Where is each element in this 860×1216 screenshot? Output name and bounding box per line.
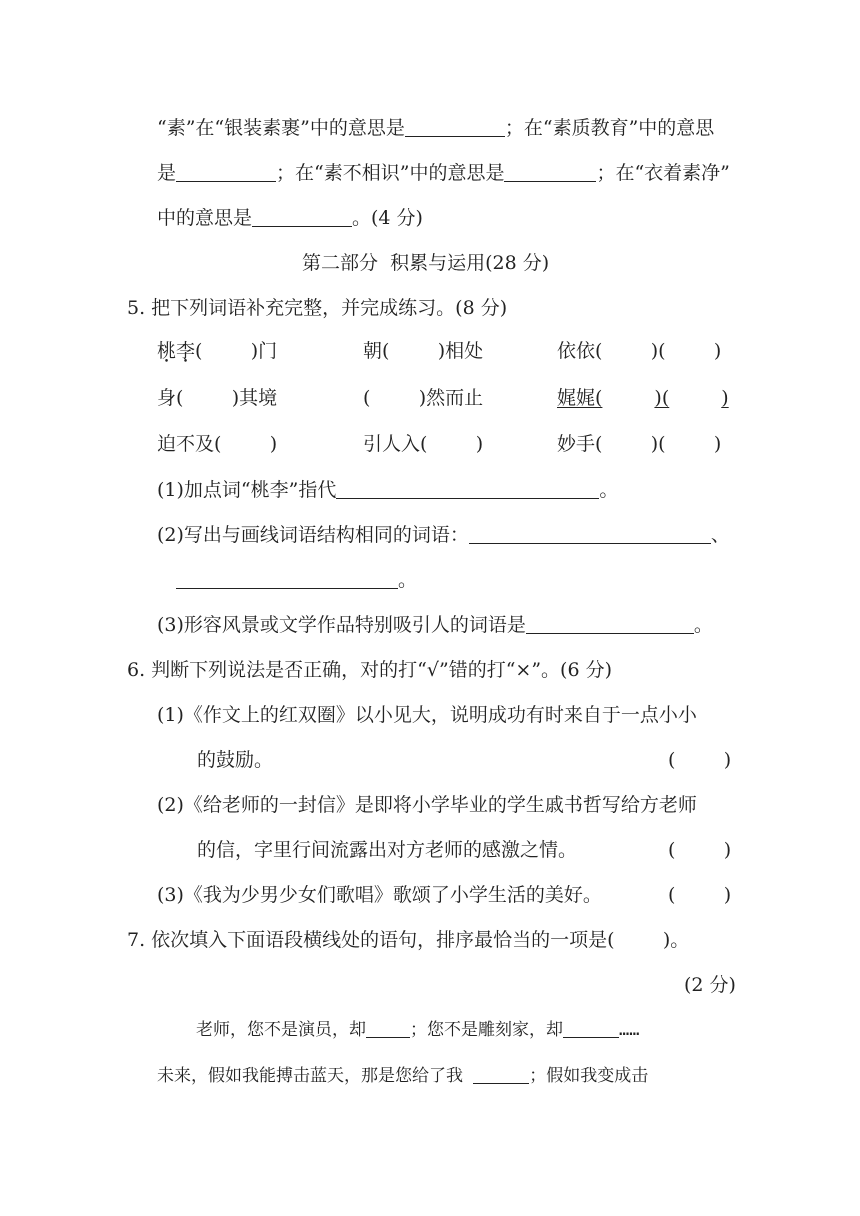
word-cell: ( )然而止: [363, 387, 484, 409]
word-cell: 身( )其境: [157, 387, 278, 409]
word-cell: 依依( )( ): [557, 340, 722, 362]
passage-text: 未来，假如我能搏击蓝天，那是您给了我: [157, 1066, 474, 1086]
dotted-char: 桃: [157, 340, 177, 362]
q5-stem: 5. 把下列词语补充完整，并完成练习。(8 分): [127, 297, 508, 319]
passage-text: ……: [619, 1020, 640, 1040]
q6-item-2: (2)《给老师的一封信》是即将小学毕业的学生戚书哲写给方老师: [157, 794, 697, 816]
answer-blank[interactable]: [176, 163, 276, 182]
sub-text: (1)加点词“桃李”指代: [157, 479, 337, 501]
answer-blank[interactable]: [504, 163, 596, 182]
word-cell: 妙手( )( ): [557, 433, 722, 455]
answer-paren[interactable]: ( ): [668, 749, 732, 771]
q4-text: 中的意思是: [157, 207, 253, 229]
q4-text: ；在“衣着素净”: [596, 162, 730, 184]
word-cell: 迫不及( ): [157, 433, 278, 455]
answer-blank[interactable]: [252, 208, 352, 227]
answer-blank[interactable]: [526, 615, 694, 634]
sub-text: 、: [710, 524, 730, 546]
dotted-char: 李: [176, 340, 196, 362]
sub-text: 。: [599, 479, 619, 501]
underlined-word: [557, 387, 729, 409]
word-text: )(: [654, 387, 670, 409]
q7-stem: 7. 依次填入下面语段横线处的语句，排序最恰当的一项是( )。: [127, 929, 690, 951]
word-cell: 引人入( ): [363, 433, 484, 455]
sub-text: 。: [693, 614, 713, 636]
sub-text: 。: [398, 569, 418, 591]
sub-text: (2)写出与画线词语结构相同的词语：: [157, 524, 469, 546]
q4-line-2: [157, 161, 730, 185]
answer-blank[interactable]: [602, 389, 654, 407]
q5-sub2: [157, 523, 730, 547]
answer-blank[interactable]: [176, 570, 398, 589]
answer-blank[interactable]: [473, 1065, 529, 1084]
word-cell: 朝( )相处: [363, 340, 484, 362]
q4-text: “素”在“银装素裹”中的意思是: [157, 117, 405, 139]
word-cell: [157, 339, 277, 363]
passage-text: ；假如我变成击: [529, 1066, 649, 1086]
q4-text: ；在“素质教育”中的意思: [504, 117, 715, 139]
section-title: 第二部分 积累与运用(28 分): [302, 252, 550, 274]
q6-item-2-cont: 的信，字里行间流露出对方老师的感激之情。: [197, 839, 578, 861]
q6-item-1-cont: 的鼓励。: [197, 749, 274, 771]
word-text: ): [721, 387, 729, 409]
answer-paren[interactable]: ( ): [668, 884, 732, 906]
q6-item-3: (3)《我为少男少女们歌唱》歌颂了小学生活的美好。: [157, 884, 602, 906]
q4-line-3: [157, 206, 423, 230]
answer-blank[interactable]: [563, 1019, 619, 1038]
answer-blank[interactable]: [469, 525, 711, 544]
q6-item-1: (1)《作文上的红双圈》以小见大，说明成功有时来自于一点小小: [157, 704, 697, 726]
answer-blank[interactable]: [405, 118, 505, 137]
answer-paren[interactable]: ( ): [668, 839, 732, 861]
q4-text: ；在“素不相识”中的意思是: [276, 162, 505, 184]
word-text: 娓娓(: [557, 387, 603, 409]
q5-sub3: [157, 613, 713, 637]
q4-line-1: [157, 116, 714, 140]
q5-sub2-cont: [176, 568, 417, 592]
passage-text: ；您不是雕刻家，却: [410, 1020, 563, 1040]
word-text: ( )门: [195, 340, 278, 362]
q7-score: (2 分): [684, 974, 736, 996]
q4-text: 是: [157, 162, 177, 184]
q4-text: 。(4 分): [352, 207, 423, 229]
passage-text: 老师，您不是演员，却: [196, 1020, 366, 1040]
q7-passage-line-1: [196, 1018, 639, 1042]
answer-blank[interactable]: [366, 1019, 410, 1038]
q6-stem: 6. 判断下列说法是否正确，对的打“√”错的打“×”。(6 分): [127, 659, 613, 681]
q5-sub1: [157, 478, 618, 502]
q7-passage-line-2: [157, 1064, 648, 1088]
answer-blank[interactable]: [669, 389, 721, 407]
sub-text: (3)形容风景或文学作品特别吸引人的词语是: [157, 614, 526, 636]
word-cell-underlined: [557, 386, 729, 410]
answer-blank[interactable]: [336, 480, 599, 499]
